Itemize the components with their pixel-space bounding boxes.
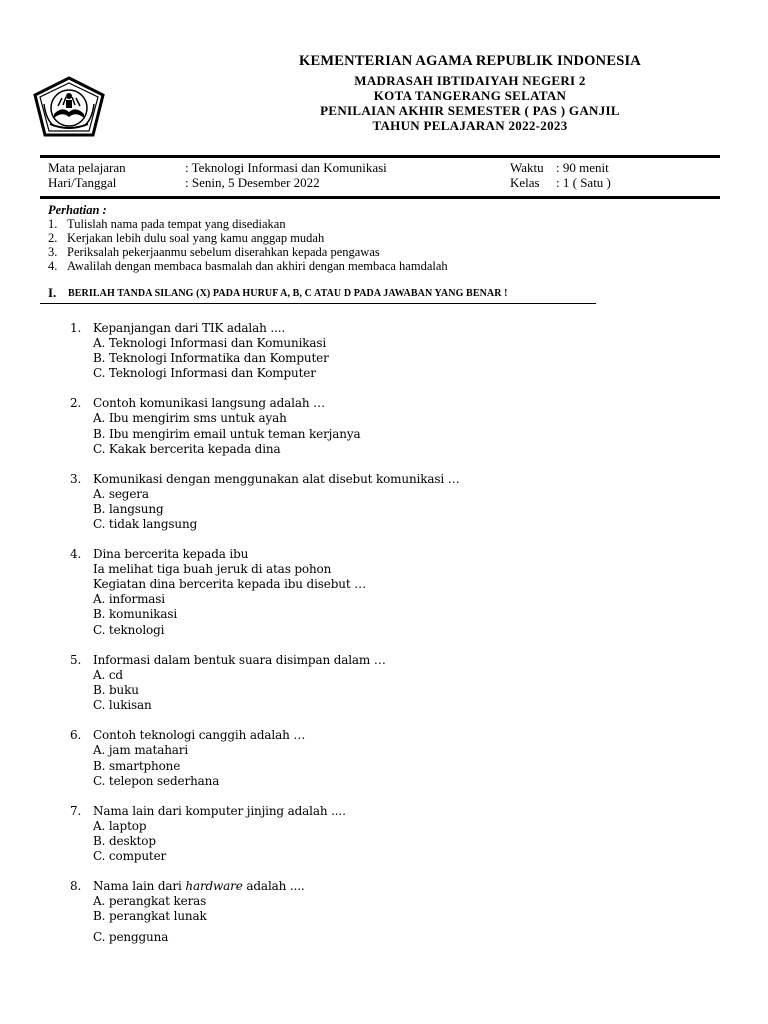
note-num: 1. <box>48 217 58 231</box>
italic-term: hardware <box>185 879 243 893</box>
option-b: B. perangkat lunak <box>93 909 207 923</box>
option-b: B. smartphone <box>93 759 181 773</box>
school-name: MADRASAH IBTIDAIYAH NEGERI 2 <box>354 73 586 88</box>
class-value: : 1 ( Satu ) <box>556 175 611 190</box>
city-name: KOTA TANGERANG SELATAN <box>373 88 567 103</box>
subject-label: Mata pelajaran <box>48 160 126 175</box>
question-text: Kegiatan dina bercerita kepada ibu disebut … <box>93 577 367 591</box>
question-number: 3. <box>70 472 82 486</box>
option-a: A. Ibu mengirim sms untuk ayah <box>93 411 287 425</box>
question-number: 2. <box>70 396 82 410</box>
date-value: : Senin, 5 Desember 2022 <box>185 175 320 190</box>
section-number: I. <box>48 285 57 300</box>
header-divider <box>40 155 720 158</box>
option-c: C. telepon sederhana <box>93 774 220 788</box>
option-a: A. cd <box>93 668 123 682</box>
note-num: 3. <box>48 245 58 259</box>
kemenag-emblem-icon <box>32 76 106 138</box>
question-text: Ia melihat tiga buah jeruk di atas pohon <box>93 562 332 576</box>
date-label: Hari/Tanggal <box>48 175 117 190</box>
question-number: 7. <box>70 804 82 818</box>
section-underline <box>40 303 596 304</box>
option-b: B. desktop <box>93 834 156 848</box>
option-b: B. komunikasi <box>93 607 178 621</box>
option-c: C. tidak langsung <box>93 517 198 531</box>
question-text: Komunikasi dengan menggunakan alat disebut komunikasi … <box>93 472 460 486</box>
note-text: Periksalah pekerjaanmu sebelum diserahkan kepada pengawas <box>67 245 380 259</box>
question-number: 1. <box>70 321 82 335</box>
section-instruction: BERILAH TANDA SILANG (X) PADA HURUF A, B, C ATAU D PADA JAWABAN YANG BENAR ! <box>68 288 508 299</box>
option-a: A. segera <box>93 487 149 501</box>
time-value: : 90 menit <box>556 160 609 175</box>
note-num: 4. <box>48 259 58 273</box>
question-text <box>93 879 305 893</box>
note-num: 2. <box>48 231 58 245</box>
question-text-start: Nama lain dari <box>93 879 182 893</box>
notes-title: Perhatian : <box>48 203 107 217</box>
option-b: B. Ibu mengirim email untuk teman kerjanya <box>93 427 361 441</box>
option-b: B. buku <box>93 683 139 697</box>
subject-value: : Teknologi Informasi dan Komunikasi <box>185 160 387 175</box>
question-text: Kepanjangan dari TIK adalah .... <box>93 321 286 335</box>
ministry-title: KEMENTERIAN AGAMA REPUBLIK INDONESIA <box>299 53 641 69</box>
question-text-end: adalah .... <box>242 879 305 893</box>
time-label: Waktu <box>510 160 544 175</box>
option-a: A. informasi <box>93 592 165 606</box>
exam-title: PENILAIAN AKHIR SEMESTER ( PAS ) GANJIL <box>320 103 620 118</box>
question-number: 6. <box>70 728 82 742</box>
option-c: C. Kakak bercerita kepada dina <box>93 442 281 456</box>
info-divider <box>40 196 720 199</box>
question-number: 5. <box>70 653 82 667</box>
option-c: C. computer <box>93 849 167 863</box>
option-c: C. teknologi <box>93 623 165 637</box>
class-label: Kelas <box>510 175 540 190</box>
option-a: A. jam matahari <box>93 743 189 757</box>
question-text: Dina bercerita kepada ibu <box>93 547 249 561</box>
option-b: B. Teknologi Informatika dan Komputer <box>93 351 329 365</box>
option-a: A. laptop <box>93 819 147 833</box>
question-text: Contoh komunikasi langsung adalah … <box>93 396 325 410</box>
option-c: C. Teknologi Informasi dan Komputer <box>93 366 316 380</box>
option-a: A. perangkat keras <box>93 894 207 908</box>
question-text: Contoh teknologi canggih adalah … <box>93 728 306 742</box>
question-number: 8. <box>70 879 82 893</box>
option-c: C. lukisan <box>93 698 152 712</box>
option-a: A. Teknologi Informasi dan Komunikasi <box>93 336 327 350</box>
option-c: C. pengguna <box>93 930 169 944</box>
option-b: B. langsung <box>93 502 164 516</box>
note-text: Tulislah nama pada tempat yang disediakan <box>67 217 286 231</box>
question-number: 4. <box>70 547 82 561</box>
note-text: Awalilah dengan membaca basmalah dan akhiri dengan membaca hamdalah <box>67 259 448 273</box>
academic-year: TAHUN PELAJARAN 2022-2023 <box>372 118 568 133</box>
question-text: Nama lain dari komputer jinjing adalah .... <box>93 804 346 818</box>
question-text: Informasi dalam bentuk suara disimpan dalam … <box>93 653 386 667</box>
note-text: Kerjakan lebih dulu soal yang kamu anggap mudah <box>67 231 325 245</box>
